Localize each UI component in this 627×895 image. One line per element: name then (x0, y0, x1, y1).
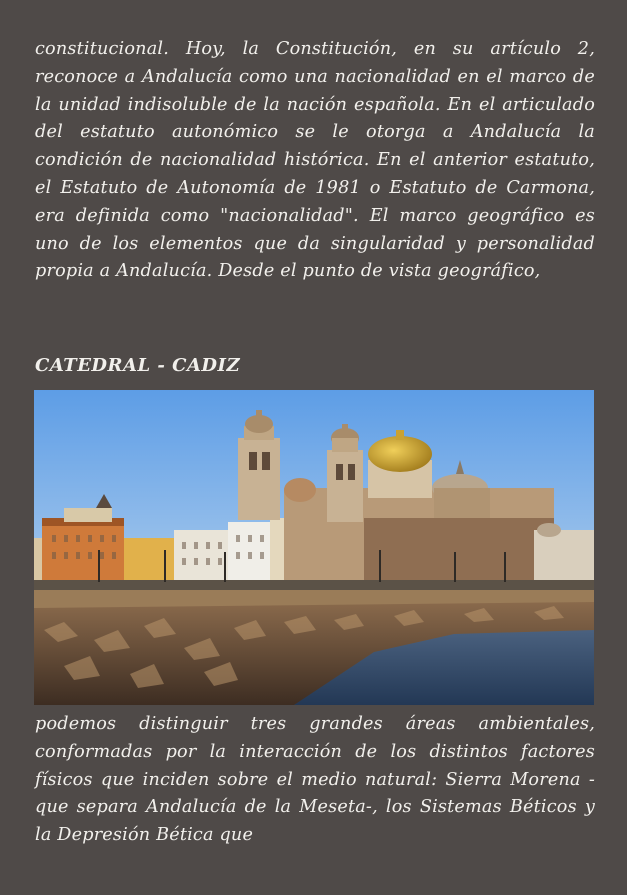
paragraph-top: constitucional. Hoy, la Constitución, en su artículo 2, reconoce a Andalucía como una nacionalidad en el marco de la unidad indisoluble de la nación española. En el articulado del estatuto autonómico se le otorga a Andalucía la condición de nacionalidad histórica. En el anterior estatuto, el Estatuto de Autonomía de 1981 o Estatuto de Carmona, era definida como "nacionalidad". El marco geográfico es uno de los elementos que da singularidad y personalidad propia a Andalucía. Desde el punto de vista geográfico, (35, 39, 595, 282)
section-title: CATEDRAL - CADIZ (35, 355, 241, 376)
cathedral-photo (34, 390, 594, 705)
paragraph-bottom: podemos distinguir tres grandes áreas ambientales, conformadas por la interacción de los distintos factores físicos que inciden sobre el medio natural: Sierra Morena -que separa Andalucía de la Meseta-, los Sistemas Béticos y la Depresión Bética que (35, 714, 595, 846)
